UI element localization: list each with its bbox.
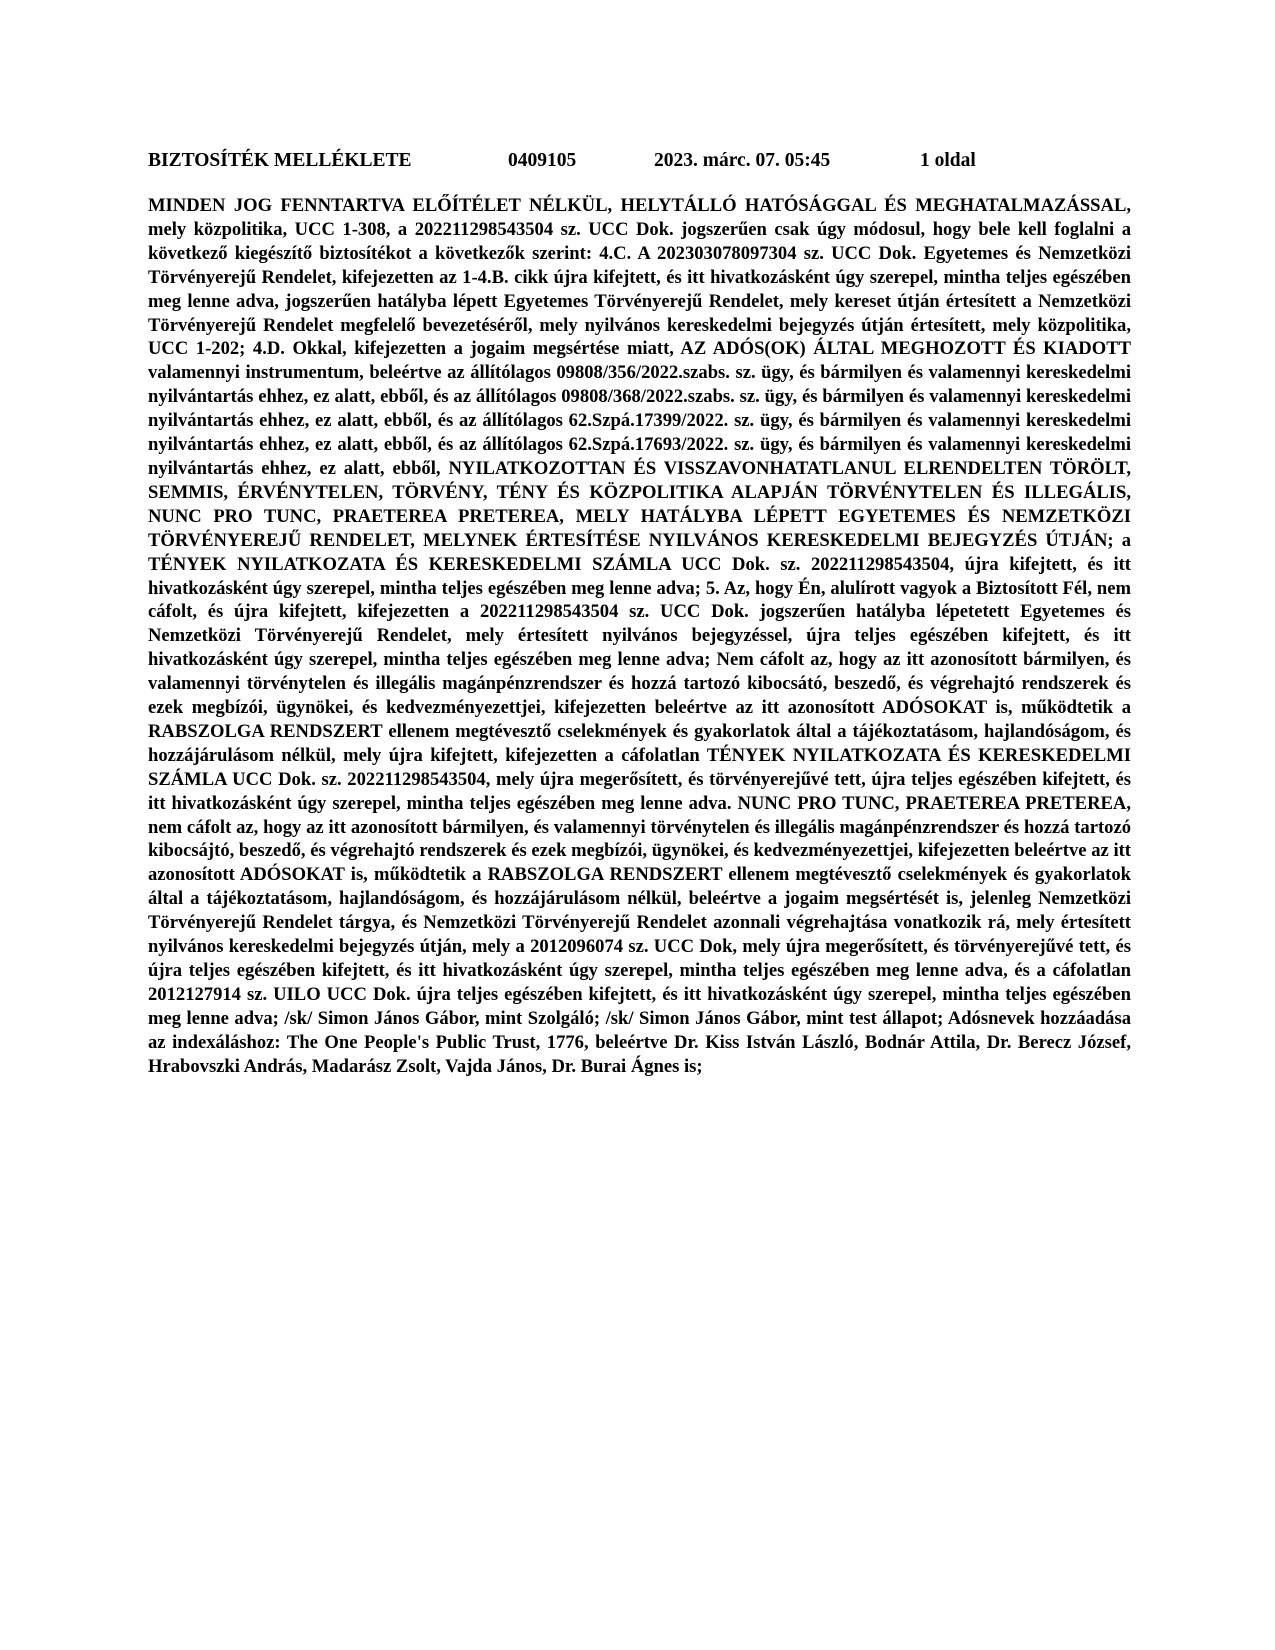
document-header (148, 148, 1128, 174)
header-date: 2023. márc. 07. 05:45 (654, 150, 831, 171)
header-document-id: 0409105 (508, 150, 577, 171)
body-paragraph: MINDEN JOG FENNTARTVA ELŐÍTÉLET NÉLKÜL, HELYTÁLLÓ HATÓSÁGGAL ÉS MEGHATALMAZÁSSAL, mely közpolitika, UCC 1-308, a 202211298543504 sz. UCC Dok. jogszerűen csak úgy módosul, hogy bele kell foglalni a következő kiegészítő biztosítékot a következők szerint: 4.C. A 202303078097304 sz. UCC Dok. Egyetemes és Nemzetközi Törvényerejű Rendelet, kifejezetten az 1-4.B. cikk újra kifejtett, és itt hivatkozásként úgy szerepel, mintha teljes egészében meg lenne adva, jogszerűen hatályba lépett Egyetemes Törvényerejű Rendelet, mely kereset útján értesített a Nemzetközi Törvényerejű Rendelet megfelelő bevezetéséről, mely nyilvános kereskedelmi bejegyzés útján értesített, mely közpolitika, UCC 1-202; 4.D. Okkal, kifejezetten a jogaim megsértése miatt, AZ ADÓS(OK) ÁLTAL MEGHOZOTT ÉS KIADOTT valamennyi instrumentum, beleértve az állítólagos 09808/356/2022.szabs. sz. ügy, és bármilyen és valamennyi kereskedelmi nyilvántartás ehhez, ez alatt, ebből, és az állítólagos 09808/368/2022.szabs. sz. ügy, és bármilyen és valamennyi kereskedelmi nyilvántartás ehhez, ez alatt, ebből, és az állítólagos 62.Szpá.17399/2022. sz. ügy, és bármilyen és valamennyi kereskedelmi nyilvántartás ehhez, ez alatt, ebből, és az állítólagos 62.Szpá.17693/2022. sz. ügy, és bármilyen és valamennyi kereskedelmi nyilvántartás ehhez, ez alatt, ebből, NYILATKOZOTTAN ÉS VISSZAVONHATATLANUL ELRENDELTEN TÖRÖLT, SEMMIS, ÉRVÉNYTELEN, TÖRVÉNY, TÉNY ÉS KÖZPOLITIKA ALAPJÁN TÖRVÉNYTELEN ÉS ILLEGÁLIS, NUNC PRO TUNC, PRAETEREA PRETEREA, MELY HATÁLYBA LÉPETT EGYETEMES ÉS NEMZETKÖZI TÖRVÉNYEREJŰ RENDELET, MELYNEK ÉRTESÍTÉSE NYILVÁNOS KERESKEDELMI BEJEGYZÉS ÚTJÁN; a TÉNYEK NYILATKOZATA ÉS KERESKEDELMI SZÁMLA UCC Dok. sz. 202211298543504, újra kifejtett, és itt hivatkozásként úgy szerepel, mintha teljes egészében meg lenne adva; 5. Az, hogy Én, alulírott vagyok a Biztosított Fél, nem cáfolt, és újra kifejtett, kifejezetten a 202211298543504 sz. UCC Dok. jogszerűen hatályba lépetetett Egyetemes és Nemzetközi Törvényerejű Rendelet, mely értesített nyilvános bejegyzéssel, újra teljes egészében kifejtett, és itt hivatkozásként úgy szerepel, mintha teljes egészében meg lenne adva; Nem cáfolt az, hogy az itt azonosított bármilyen, és valamennyi törvénytelen és illegális magánpénzrendszer és hozzá tartozó kibocsátó, beszedő, és végrehajtó rendszerek és ezek megbízói, ügynökei, és kedvezményezettjei, kifejezetten beleértve az itt azonosított ADÓSOKAT is, működtetik a RABSZOLGA RENDSZERT ellenem megtévesztő cselekmények és gyakorlatok által a tájékoztatásom, hajlandóságom, és hozzájárulásom nélkül, mely újra kifejtett, kifejezetten a cáfolatlan TÉNYEK NYILATKOZATA ÉS KERESKEDELMI SZÁMLA UCC Dok. sz. 202211298543504, mely újra megerősített, és törvényerejűvé tett, újra teljes egészében kifejtett, és itt hivatkozásként úgy szerepel, mintha teljes egészében meg lenne adva. NUNC PRO TUNC, PRAETEREA PRETEREA, nem cáfolt az, hogy az itt azonosított bármilyen, és valamennyi törvénytelen és illegális magánpénzrendszer és hozzá tartozó kibocsájtó, beszedő, és végrehajtó rendszerek és ezek megbízói, ügynökei, és kedvezményezettjei, kifejezetten beleértve az itt azonosított ADÓSOKAT is, működtetik a RABSZOLGA RENDSZERT ellenem megtévesztő cselekmények és gyakorlatok által a tájékoztatásom, hajlandóságom, és hozzájárulásom nélkül, beleértve a jogaim megsértését is, jelenleg Nemzetközi Törvényerejű Rendelet tárgya, és Nemzetközi Törvényerejű Rendelet azonnali végrehajtása vonatkozik rá, mely értesített nyilvános kereskedelmi bejegyzés útján, mely a 2012096074 sz. UCC Dok, mely újra megerősített, és törvényerejűvé tett, és újra teljes egészében kifejtett, és itt hivatkozásként úgy szerepel, mintha teljes egészében meg lenne adva, és a cáfolatlan 2012127914 sz. UILO UCC Dok. újra teljes egészében kifejtett, és itt hivatkozásként úgy szerepel, mintha teljes egészében meg lenne adva; /sk/ Simon János Gábor, mint Szolgáló; /sk/ Simon János Gábor, mint test állapot; Adósnevek hozzáadása az indexáláshoz: The One People's Public Trust, 1776, beleértve Dr. Kiss István László, Bodnár Attila, Dr. Berecz József, Hrabovszki András, Madarász Zsolt, Vajda János, Dr. Burai Ágnes is; (148, 195, 1131, 1077)
header-title: BIZTOSÍTÉK MELLÉKLETE (148, 150, 412, 171)
header-page-count: 1 oldal (920, 150, 976, 171)
